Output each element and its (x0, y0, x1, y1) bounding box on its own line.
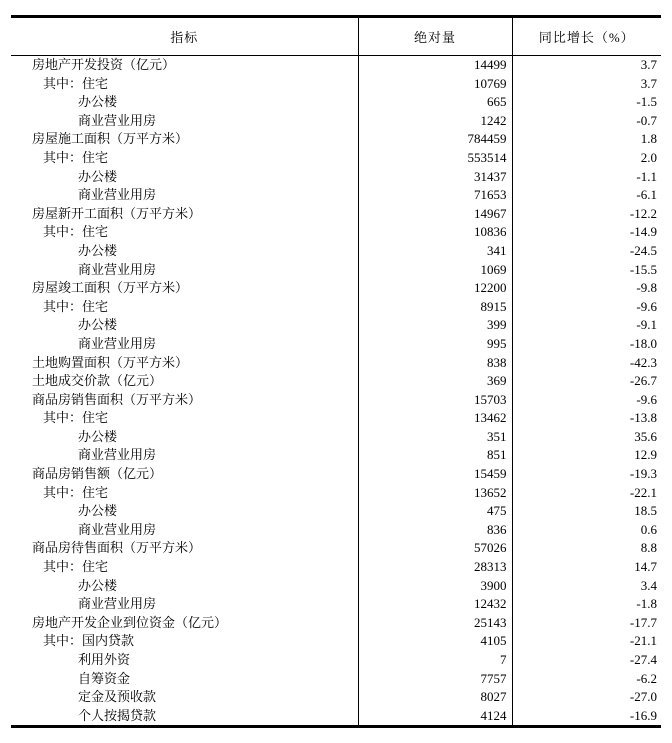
absolute-value-cell: 836 (358, 521, 512, 540)
absolute-value-cell: 851 (358, 446, 512, 465)
absolute-value-cell: 10836 (358, 223, 512, 242)
indicator-cell: 办公楼 (78, 94, 118, 110)
indicator-cell: 办公楼 (78, 503, 118, 519)
table-body (11, 56, 661, 726)
indicator-cell: 商品房待售面积（万平方米） (32, 540, 202, 556)
table-row (11, 391, 661, 410)
header-indicator: 指标 (11, 18, 358, 56)
table-row (11, 168, 661, 187)
table-row (11, 130, 661, 149)
indicator-cell: 土地购置面积（万平方米） (32, 354, 189, 370)
yoy-growth-cell: 12.9 (512, 446, 661, 465)
absolute-value-cell: 10769 (358, 75, 512, 94)
yoy-growth-cell: -13.8 (512, 409, 661, 428)
statistics-table-container (11, 15, 661, 728)
yoy-growth-cell: 14.7 (512, 558, 661, 577)
table-row (11, 372, 661, 391)
absolute-value-cell: 7 (358, 651, 512, 670)
yoy-growth-cell: -27.0 (512, 688, 661, 707)
absolute-value-cell: 351 (358, 428, 512, 447)
indicator-cell: 利用外资 (78, 652, 131, 667)
yoy-growth-cell: -26.7 (512, 372, 661, 391)
table-row (11, 577, 661, 596)
absolute-value-cell: 12432 (358, 595, 512, 614)
table-row (11, 261, 661, 280)
yoy-growth-cell: -6.2 (512, 670, 661, 689)
header-row (11, 18, 661, 56)
absolute-value-cell: 341 (358, 242, 512, 261)
indicator-cell: 房地产开发企业到位资金（亿元） (32, 614, 228, 630)
indicator-cell: 其中：住宅 (43, 149, 109, 165)
absolute-value-cell: 15459 (358, 465, 512, 484)
indicator-cell: 房屋施工面积（万平方米） (32, 131, 189, 147)
yoy-growth-cell: -0.7 (512, 112, 661, 131)
table-row (11, 186, 661, 205)
yoy-growth-cell: -9.6 (512, 298, 661, 317)
table-row (11, 298, 661, 317)
absolute-value-cell: 71653 (358, 186, 512, 205)
yoy-growth-cell: -1.1 (512, 168, 661, 187)
indicator-cell: 办公楼 (78, 577, 118, 593)
indicator-cell: 商业营业用房 (78, 187, 157, 203)
table-row (11, 316, 661, 335)
yoy-growth-cell: -1.8 (512, 595, 661, 614)
yoy-growth-cell: -21.1 (512, 632, 661, 651)
yoy-growth-cell: -9.1 (512, 316, 661, 335)
header-yoy-growth: 同比增长（%） (512, 18, 661, 56)
indicator-cell: 其中：住宅 (43, 559, 109, 575)
absolute-value-cell: 25143 (358, 614, 512, 633)
absolute-value-cell: 15703 (358, 391, 512, 410)
absolute-value-cell: 13652 (358, 484, 512, 503)
yoy-growth-cell: -24.5 (512, 242, 661, 261)
indicator-cell: 其中：住宅 (43, 484, 109, 500)
table-row (11, 93, 661, 112)
table-row (11, 707, 661, 726)
indicator-cell: 其中：住宅 (43, 298, 109, 314)
table-row (11, 521, 661, 540)
yoy-growth-cell: -15.5 (512, 261, 661, 280)
indicator-cell: 办公楼 (78, 317, 118, 333)
absolute-value-cell: 838 (358, 354, 512, 373)
yoy-growth-cell: 35.6 (512, 428, 661, 447)
table-row (11, 56, 661, 75)
yoy-growth-cell: -1.5 (512, 93, 661, 112)
indicator-cell: 商业营业用房 (78, 261, 157, 277)
absolute-value-cell: 784459 (358, 130, 512, 149)
absolute-value-cell: 475 (358, 502, 512, 521)
yoy-growth-cell: -19.3 (512, 465, 661, 484)
absolute-value-cell: 399 (358, 316, 512, 335)
yoy-growth-cell: 1.8 (512, 130, 661, 149)
yoy-growth-cell: -18.0 (512, 335, 661, 354)
absolute-value-cell: 13462 (358, 409, 512, 428)
table-row (11, 484, 661, 503)
yoy-growth-cell: -42.3 (512, 354, 661, 373)
absolute-value-cell: 4124 (358, 707, 512, 726)
yoy-growth-cell: -22.1 (512, 484, 661, 503)
table-row (11, 446, 661, 465)
indicator-cell: 商业营业用房 (78, 335, 157, 351)
indicator-cell: 其中：住宅 (43, 224, 109, 240)
table-row (11, 632, 661, 651)
absolute-value-cell: 369 (358, 372, 512, 391)
table-row (11, 595, 661, 614)
yoy-growth-cell: 3.7 (512, 75, 661, 94)
absolute-value-cell: 28313 (358, 558, 512, 577)
table-row (11, 651, 661, 670)
yoy-growth-cell: 18.5 (512, 502, 661, 521)
indicator-cell: 商业营业用房 (78, 596, 157, 612)
absolute-value-cell: 31437 (358, 168, 512, 187)
table-row (11, 75, 661, 94)
table-row (11, 149, 661, 168)
indicator-cell: 其中：住宅 (43, 75, 109, 91)
table-row (11, 558, 661, 577)
absolute-value-cell: 4105 (358, 632, 512, 651)
yoy-growth-cell: -12.2 (512, 205, 661, 224)
indicator-cell: 房地产开发投资（亿元） (32, 57, 176, 72)
yoy-growth-cell: -6.1 (512, 186, 661, 205)
table-row (11, 539, 661, 558)
absolute-value-cell: 57026 (358, 539, 512, 558)
indicator-cell: 房屋竣工面积（万平方米） (32, 280, 189, 296)
indicator-cell: 土地成交价款（亿元） (32, 373, 163, 389)
absolute-value-cell: 3900 (358, 577, 512, 596)
statistics-table (11, 18, 661, 725)
table-row (11, 465, 661, 484)
absolute-value-cell: 665 (358, 93, 512, 112)
yoy-growth-cell: -9.6 (512, 391, 661, 410)
absolute-value-cell: 1242 (358, 112, 512, 131)
header-absolute-value: 绝对量 (358, 18, 512, 56)
indicator-cell: 办公楼 (78, 428, 118, 444)
indicator-cell: 商业营业用房 (78, 112, 157, 128)
yoy-growth-cell: 3.7 (512, 56, 661, 75)
yoy-growth-cell: 8.8 (512, 539, 661, 558)
absolute-value-cell: 14499 (358, 56, 512, 75)
absolute-value-cell: 553514 (358, 149, 512, 168)
yoy-growth-cell: -9.8 (512, 279, 661, 298)
indicator-cell: 其中：国内贷款 (43, 633, 135, 649)
yoy-growth-cell: 2.0 (512, 149, 661, 168)
absolute-value-cell: 8027 (358, 688, 512, 707)
indicator-cell: 房屋新开工面积（万平方米） (32, 205, 202, 221)
indicator-cell: 商业营业用房 (78, 521, 157, 537)
absolute-value-cell: 995 (358, 335, 512, 354)
yoy-growth-cell: -14.9 (512, 223, 661, 242)
table-row (11, 242, 661, 261)
table-row (11, 354, 661, 373)
table-row (11, 502, 661, 521)
absolute-value-cell: 8915 (358, 298, 512, 317)
yoy-growth-cell: 0.6 (512, 521, 661, 540)
indicator-cell: 办公楼 (78, 168, 118, 184)
indicator-cell: 自筹资金 (78, 670, 131, 686)
indicator-cell: 办公楼 (78, 242, 118, 258)
yoy-growth-cell: -27.4 (512, 651, 661, 670)
yoy-growth-cell: -16.9 (512, 707, 661, 726)
table-row (11, 112, 661, 131)
table-header (11, 18, 661, 56)
table-row (11, 205, 661, 224)
yoy-growth-cell: -17.7 (512, 614, 661, 633)
indicator-cell: 定金及预收款 (78, 689, 157, 705)
indicator-cell: 其中：住宅 (43, 410, 109, 426)
absolute-value-cell: 7757 (358, 670, 512, 689)
indicator-cell: 商业营业用房 (78, 447, 157, 463)
table-row (11, 688, 661, 707)
table-row (11, 614, 661, 633)
table-row (11, 409, 661, 428)
table-row (11, 223, 661, 242)
absolute-value-cell: 1069 (358, 261, 512, 280)
table-row (11, 670, 661, 689)
absolute-value-cell: 12200 (358, 279, 512, 298)
indicator-cell: 个人按揭贷款 (78, 707, 157, 723)
yoy-growth-cell: 3.4 (512, 577, 661, 596)
table-row (11, 428, 661, 447)
table-row (11, 335, 661, 354)
table-row (11, 279, 661, 298)
indicator-cell: 商品房销售额（亿元） (32, 466, 163, 482)
absolute-value-cell: 14967 (358, 205, 512, 224)
indicator-cell: 商品房销售面积（万平方米） (32, 391, 202, 407)
